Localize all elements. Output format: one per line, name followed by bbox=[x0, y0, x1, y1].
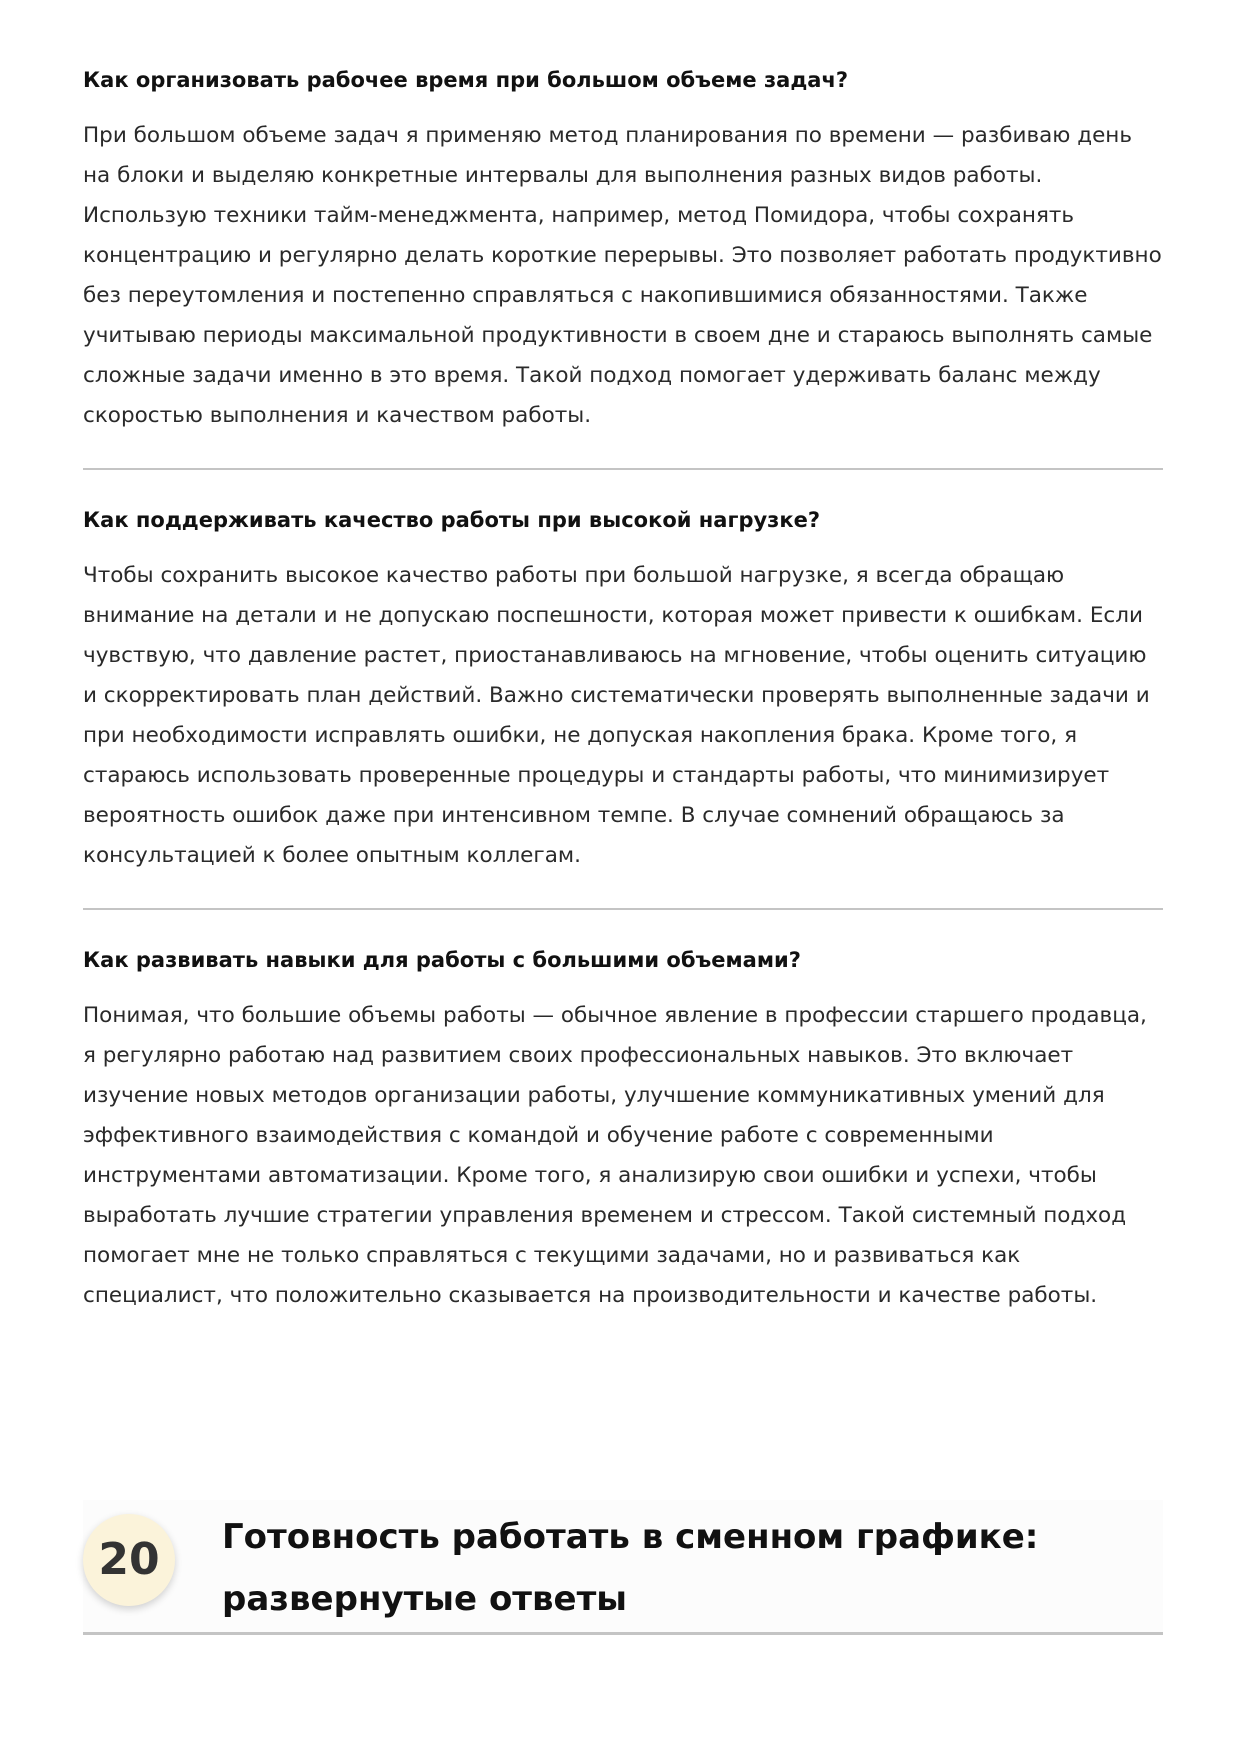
answer-paragraph: Чтобы сохранить высокое качество работы при большой нагрузке, я всегда обращаю внимание на детали и не допускаю поспешности, которая может привести к ошибкам. Если чувствую, что давление растет, приостанавливаюсь на мгновение, чтобы оценить ситуацию и скорректировать план действий. Важно систематически проверять выполненные задачи и при необходимости исправлять ошибки, не допуская накопления брака. Кроме того, я стараюсь использовать проверенные процедуры и стандарты работы, что минимизирует вероятность ошибок даже при интенсивном темпе. В случае сомнений обращаюсь за консультацией к более опытным коллегам. bbox=[83, 563, 1150, 868]
qa-block bbox=[83, 946, 1163, 1316]
section-divider bbox=[83, 908, 1163, 910]
qa-block bbox=[83, 506, 1163, 876]
question-heading: Как организовать рабочее время при большом объеме задач? bbox=[83, 68, 849, 92]
answer-paragraph: Понимая, что большие объемы работы — обычное явление в профессии старшего продавца, я регулярно работаю над развитием своих профессиональных навыков. Это включает изучение новых методов организации работы, улучшение коммуникативных умений для эффективного взаимодействия с командой и обучение работе с современными инструментами автоматизации. Кроме того, я анализирую свои ошибки и успехи, чтобы выработать лучшие стратегии управления временем и стрессом. Такой системный подход помогает мне не только справляться с текущими задачами, но и развиваться как специалист, что положительно сказывается на производительности и качестве работы. bbox=[83, 1003, 1147, 1308]
section-header bbox=[83, 1500, 1163, 1635]
qa-block bbox=[83, 66, 1163, 436]
section-title: Готовность работать в сменном графике: развернутые ответы bbox=[222, 1517, 1039, 1619]
question-heading: Как развивать навыки для работы с большими объемами? bbox=[83, 948, 801, 972]
answer-paragraph: При большом объеме задач я применяю метод планирования по времени — разбиваю день на блоки и выделяю конкретные интервалы для выполнения разных видов работы. Использую техники тайм-менеджмента, например, метод Помидора, чтобы сохранять концентрацию и регулярно делать короткие перерывы. Это позволяет работать продуктивно без переутомления и постепенно справляться с накопившимися обязанностями. Также учитываю периоды максимальной продуктивности в своем дне и стараюсь выполнять самые сложные задачи именно в это время. Такой подход помогает удерживать баланс между скоростью выполнения и качеством работы. bbox=[83, 123, 1162, 428]
section-number-badge: 20 bbox=[83, 1514, 175, 1606]
question-heading: Как поддерживать качество работы при высокой нагрузке? bbox=[83, 508, 821, 532]
section-divider bbox=[83, 468, 1163, 470]
